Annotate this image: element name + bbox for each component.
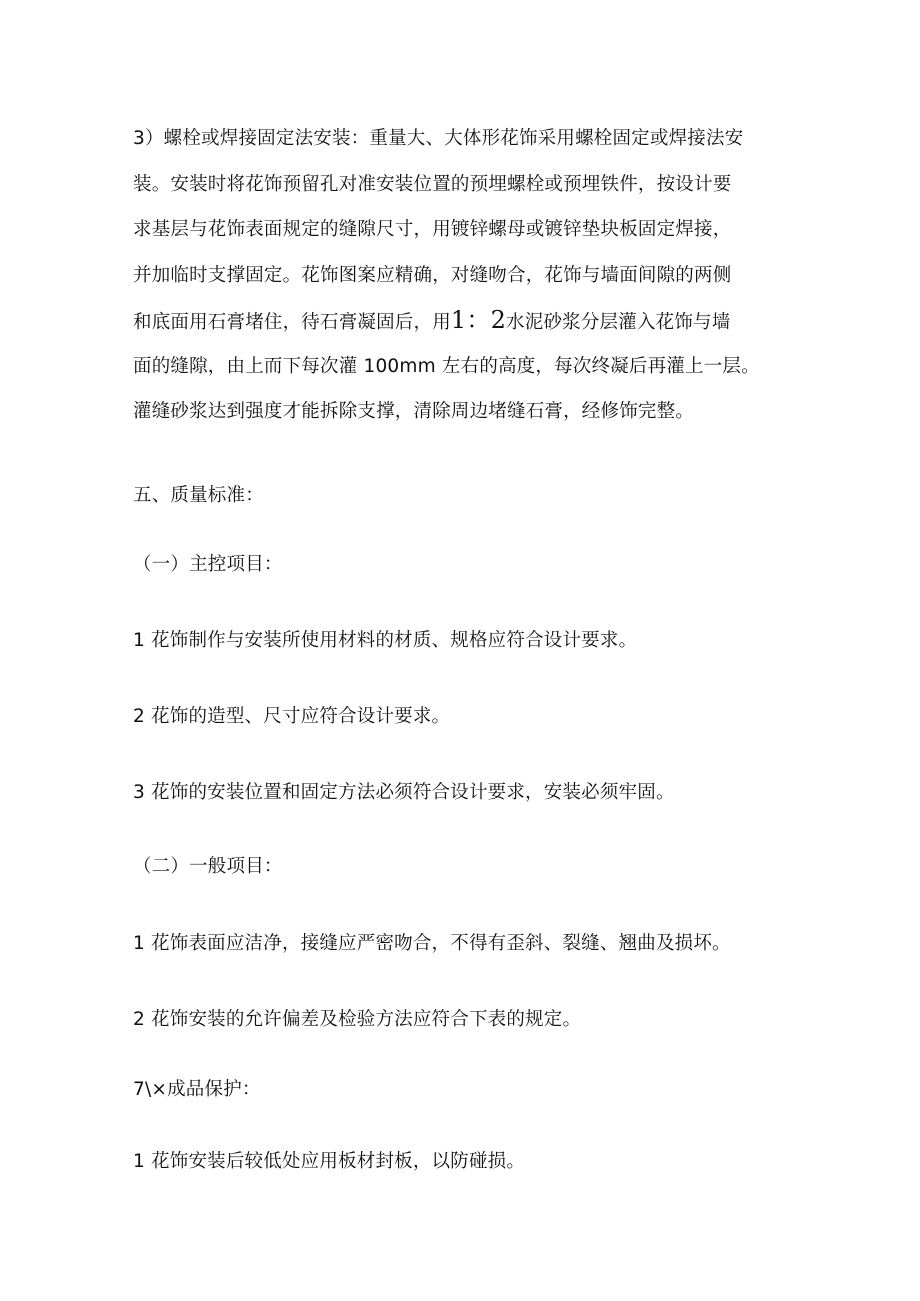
- paragraph-line: 装。安装时将花饰预留孔对准安装位置的预埋螺栓或预埋铁件，按设计要: [133, 173, 732, 195]
- main-item: 1 花饰制作与安装所使用材料的材质、规格应符合设计要求。: [133, 630, 638, 651]
- paragraph-line: 求基层与花饰表面规定的缝隙尺寸，用镀锌螺母或镀锌垫块板固定焊接，: [133, 219, 732, 240]
- line-text: 和底面用石膏堵住，待石膏凝固后，用: [133, 312, 451, 333]
- general-item: 2 花饰安装的允许偏差及检验方法应符合下表的规定。: [133, 1009, 582, 1030]
- protection-item: 1 花饰安装后较低处应用板材封板，以防碰损。: [133, 1151, 526, 1172]
- main-control-items-heading: （一）主控项目：: [133, 554, 283, 575]
- mix-ratio: 1：2: [450, 306, 507, 334]
- paragraph-line: 3）螺栓或焊接固定法安装：重量大、大体形花饰采用螺栓固定或焊接法安: [133, 128, 744, 149]
- general-items-heading: （二）一般项目：: [133, 856, 283, 877]
- general-item: 1 花饰表面应洁净，接缝应严密吻合，不得有歪斜、裂缝、翘曲及损坏。: [133, 933, 731, 954]
- main-item: 3 花饰的安装位置和固定方法必须符合设计要求，安装必须牢固。: [133, 782, 675, 803]
- paragraph-line: 面的缝隙，由上而下每次灌 100mm 左右的高度，每次终凝后再灌上一层。: [133, 355, 760, 377]
- paragraph-line: [133, 298, 813, 344]
- product-protection-heading: 7\×成品保护：: [133, 1079, 261, 1100]
- main-item: 2 花饰的造型、尺寸应符合设计要求。: [133, 706, 451, 727]
- line-text: 水泥砂浆分层灌入花饰与墙: [506, 312, 731, 333]
- quality-standard-heading: 五、质量标准：: [133, 485, 264, 506]
- section3-paragraph: [133, 116, 813, 435]
- paragraph-line: 并加临时支撑固定。花饰图案应精确，对缝吻合，花饰与墙面间隙的两侧: [133, 264, 732, 286]
- paragraph-line: 灌缝砂浆达到强度才能拆除支撑，清除周边堵缝石膏，经修饰完整。: [133, 401, 695, 422]
